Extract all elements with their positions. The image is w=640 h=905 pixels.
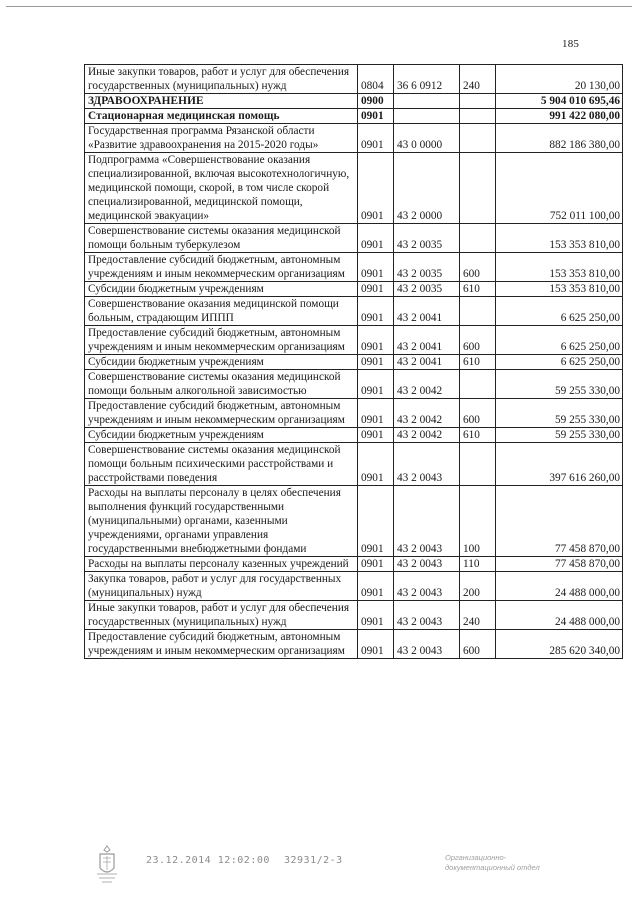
row-amount: 77 458 870,00 (496, 486, 623, 557)
budget-table-body (85, 65, 623, 659)
row-expense-type (460, 109, 496, 124)
row-amount: 285 620 340,00 (496, 630, 623, 659)
row-name: Предоставление субсидий бюджетным, автономным учреждениям и иным некоммерческим организациям (85, 326, 358, 355)
row-target-article: 43 2 0042 (394, 428, 460, 443)
row-amount: 153 353 810,00 (496, 253, 623, 282)
row-section-code: 0901 (358, 601, 394, 630)
row-target-article: 43 2 0043 (394, 630, 460, 659)
department-stamp (445, 853, 585, 873)
row-name: Расходы на выплаты персоналу в целях обеспечения выполнения функций государственными (муниципальными) органами, казенными учреждениями, органами управления государственными внебюджетными фондами (85, 486, 358, 557)
row-expense-type (460, 443, 496, 486)
row-section-code: 0804 (358, 65, 394, 94)
row-section-code: 0901 (358, 572, 394, 601)
row-target-article: 43 2 0035 (394, 253, 460, 282)
row-name: Предоставление субсидий бюджетным, автономным учреждениям и иным некоммерческим организациям (85, 399, 358, 428)
row-target-article: 43 2 0035 (394, 224, 460, 253)
row-expense-type: 600 (460, 253, 496, 282)
row-amount: 991 422 080,00 (496, 109, 623, 124)
row-name: Иные закупки товаров, работ и услуг для обеспечения государственных (муниципальных) нужд (85, 601, 358, 630)
row-target-article: 43 2 0043 (394, 486, 460, 557)
row-name: ЗДРАВООХРАНЕНИЕ (85, 94, 358, 109)
row-amount: 59 255 330,00 (496, 428, 623, 443)
budget-table (84, 64, 623, 659)
row-target-article: 43 2 0043 (394, 557, 460, 572)
department-stamp-line-1: Организационно- (445, 853, 507, 862)
row-target-article: 43 2 0042 (394, 399, 460, 428)
row-amount: 59 255 330,00 (496, 399, 623, 428)
row-section-code: 0901 (358, 253, 394, 282)
row-target-article (394, 109, 460, 124)
table-row (85, 153, 623, 224)
row-amount: 6 625 250,00 (496, 326, 623, 355)
row-name: Предоставление субсидий бюджетным, автономным учреждениям и иным некоммерческим организациям (85, 253, 358, 282)
row-section-code: 0901 (358, 370, 394, 399)
table-row (85, 253, 623, 282)
table-row (85, 630, 623, 659)
row-name: Субсидии бюджетным учреждениям (85, 282, 358, 297)
row-amount: 24 488 000,00 (496, 601, 623, 630)
table-row (85, 428, 623, 443)
table-row (85, 94, 623, 109)
row-expense-type (460, 224, 496, 253)
row-amount: 24 488 000,00 (496, 572, 623, 601)
row-expense-type: 240 (460, 601, 496, 630)
row-expense-type: 600 (460, 630, 496, 659)
row-name: Совершенствование системы оказания медицинской помощи больным психическими расстройствами и расстройствами поведения (85, 443, 358, 486)
row-expense-type (460, 153, 496, 224)
row-name: Субсидии бюджетным учреждениям (85, 428, 358, 443)
row-expense-type: 240 (460, 65, 496, 94)
row-target-article: 43 2 0043 (394, 601, 460, 630)
row-expense-type: 100 (460, 486, 496, 557)
scan-top-border (6, 6, 632, 7)
table-row (85, 297, 623, 326)
row-name: Закупка товаров, работ и услуг для государственных (муниципальных) нужд (85, 572, 358, 601)
row-section-code: 0901 (358, 486, 394, 557)
row-section-code: 0901 (358, 630, 394, 659)
registration-number: 32931/2-3 (284, 855, 343, 866)
row-section-code: 0901 (358, 109, 394, 124)
row-section-code: 0901 (358, 326, 394, 355)
row-section-code: 0901 (358, 428, 394, 443)
table-row (85, 399, 623, 428)
row-expense-type (460, 297, 496, 326)
row-expense-type: 610 (460, 428, 496, 443)
row-expense-type: 600 (460, 399, 496, 428)
table-row (85, 443, 623, 486)
row-name: Иные закупки товаров, работ и услуг для обеспечения государственных (муниципальных) нужд (85, 65, 358, 94)
row-amount: 153 353 810,00 (496, 224, 623, 253)
row-section-code: 0901 (358, 224, 394, 253)
row-section-code: 0900 (358, 94, 394, 109)
row-name: Совершенствование системы оказания медицинской помощи больным туберкулезом (85, 224, 358, 253)
row-section-code: 0901 (358, 124, 394, 153)
table-row (85, 486, 623, 557)
row-target-article: 43 0 0000 (394, 124, 460, 153)
row-expense-type (460, 370, 496, 399)
row-name: Государственная программа Рязанской области «Развитие здравоохранения на 2015-2020 годы» (85, 124, 358, 153)
row-target-article: 43 2 0041 (394, 326, 460, 355)
row-amount: 5 904 010 695,46 (496, 94, 623, 109)
row-amount: 20 130,00 (496, 65, 623, 94)
row-expense-type (460, 124, 496, 153)
row-section-code: 0901 (358, 153, 394, 224)
department-stamp-line-2: документационный отдел (445, 863, 540, 872)
row-section-code: 0901 (358, 355, 394, 370)
row-name: Предоставление субсидий бюджетным, автономным учреждениям и иным некоммерческим организациям (85, 630, 358, 659)
row-amount: 752 011 100,00 (496, 153, 623, 224)
row-target-article: 43 2 0041 (394, 297, 460, 326)
table-row (85, 370, 623, 399)
row-expense-type: 200 (460, 572, 496, 601)
table-row (85, 109, 623, 124)
row-name: Подпрограмма «Совершенствование оказания специализированной, включая высокотехнологичную, медицинской помощи, скорой, в том числе скорой специализированной, медицинской помощи, медицинской эвакуации» (85, 153, 358, 224)
table-row (85, 65, 623, 94)
row-expense-type (460, 94, 496, 109)
row-amount: 397 616 260,00 (496, 443, 623, 486)
row-target-article: 43 2 0043 (394, 572, 460, 601)
row-amount: 59 255 330,00 (496, 370, 623, 399)
row-target-article: 43 2 0035 (394, 282, 460, 297)
row-expense-type: 610 (460, 282, 496, 297)
row-name: Совершенствование системы оказания медицинской помощи больным алкогольной зависимостью (85, 370, 358, 399)
row-amount: 882 186 380,00 (496, 124, 623, 153)
table-row (85, 601, 623, 630)
table-row (85, 224, 623, 253)
page-number: 185 (562, 38, 580, 50)
row-amount: 153 353 810,00 (496, 282, 623, 297)
row-section-code: 0901 (358, 443, 394, 486)
row-section-code: 0901 (358, 557, 394, 572)
table-row (85, 326, 623, 355)
table-row (85, 282, 623, 297)
coat-of-arms-seal (94, 844, 120, 884)
row-name: Расходы на выплаты персоналу казенных учреждений (85, 557, 358, 572)
row-expense-type: 610 (460, 355, 496, 370)
row-section-code: 0901 (358, 399, 394, 428)
row-expense-type: 110 (460, 557, 496, 572)
row-amount: 6 625 250,00 (496, 355, 623, 370)
row-expense-type: 600 (460, 326, 496, 355)
row-amount: 77 458 870,00 (496, 557, 623, 572)
table-row (85, 124, 623, 153)
registration-datetime: 23.12.2014 12:02:00 (146, 855, 270, 866)
row-target-article: 43 2 0000 (394, 153, 460, 224)
row-name: Совершенствование оказания медицинской помощи больным, страдающим ИППП (85, 297, 358, 326)
table-row (85, 355, 623, 370)
table-row (85, 557, 623, 572)
row-amount: 6 625 250,00 (496, 297, 623, 326)
row-name: Стационарная медицинская помощь (85, 109, 358, 124)
table-row (85, 572, 623, 601)
row-target-article: 43 2 0041 (394, 355, 460, 370)
row-target-article (394, 94, 460, 109)
row-section-code: 0901 (358, 282, 394, 297)
row-target-article: 36 6 0912 (394, 65, 460, 94)
row-section-code: 0901 (358, 297, 394, 326)
row-target-article: 43 2 0042 (394, 370, 460, 399)
row-name: Субсидии бюджетным учреждениям (85, 355, 358, 370)
row-target-article: 43 2 0043 (394, 443, 460, 486)
